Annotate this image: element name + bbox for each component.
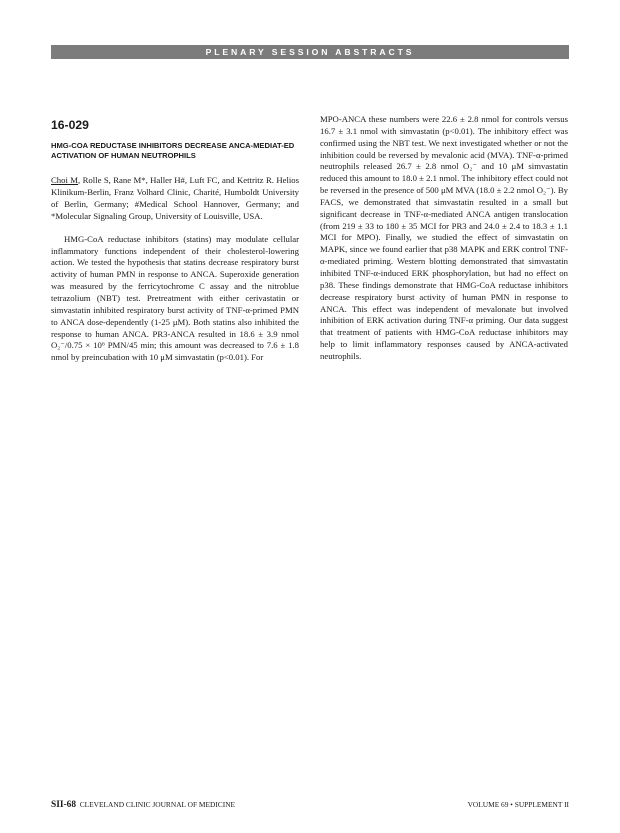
abstract-title: HMG-COA REDUCTASE INHIBITORS DECREASE ANCA-MEDIAT-ED ACTIVATION OF HUMAN NEUTROPHILS	[51, 141, 295, 161]
page-footer	[51, 798, 569, 812]
presenting-author: Choi M	[51, 175, 79, 186]
left-column	[51, 114, 299, 364]
abstract-body-left: HMG-CoA reductase inhibitors (statins) may modulate cellular inflammatory functions independent of their cholesterol-lowering action. We tested the hypothesis that statins decrease respiratory burst activity of human PMN in response to ANCA. Superoxide generation was measured by the ferricytochrome C assay and the nitroblue tetrazolium (NBT) test. Pretreatment with either cerivastatin or simvastatin inhibited respiratory burst activity of TNF-α-primed PMN to ANCA dose-dependently (1-25 μM). Both statins also inhibited the response to human ANCA. PR3-ANCA resulted in 18.6 ± 3.9 nmol O₂⁻/0.75 × 10⁶ PMN/45 min; this amount was decreased to 7.6 ± 1.8 nmol by preincubation with 10 μM simvastatin (p<0.01). For	[51, 233, 299, 363]
author-affiliations	[51, 175, 299, 222]
page-number: SII-68	[51, 800, 77, 810]
abstract-body-right: MPO-ANCA these numbers were 22.6 ± 2.8 nmol for controls versus 16.7 ± 3.1 nmol with simvastatin (p<0.01). The inhibitory effect was confirmed using the NBT test. We next investigated whether or not the inhibition could be reversed by mevalonic acid (MVA). TNF-α-primed neutrophils released 26.7 ± 2.8 nmol O₂⁻ and 10 μM simvastatin reduced this amount to 18.0 ± 2.1 nmol. The inhibitory effect could not be reversed in the presence of 500 μM MVA (18.0 ± 2.2 nmol O₂⁻). By FACS, we demonstrated that simvastatin resulted in a small but significant decrease in TNF-α-mediated ANCA antigen translocation (from 219 ± 33 to 180 ± 35 MCI for PR3 and 24.0 ± 2.4 to 18.3 ± 1.1 MCI for MPO). Finally, we studied the effect of simvastatin on MAPK, since we found earlier that p38 MAPK and ERK control TNF-α-mediated priming. Western blotting demonstrated that simvastatin inhibited TNF-α-induced ERK phosphorylation, but had no effect on p38. These findings demonstrate that HMG-CoA reductase inhibitors decrease respiratory burst activity of human PMN in response to ANCA. This effect was independent of mevalonate but involved inhibition of ERK activation during TNF-α priming. Our data suggest that treatment of patients with HMG-CoA reductase inhibitors may help to limit inflammatory responses caused by ANCA-activated neutrophils.	[320, 114, 568, 361]
section-banner: PLENARY SESSION ABSTRACTS	[51, 45, 569, 59]
authors-rest: , Rolle S, Rane M*, Haller H#, Luft FC, and Kettritz R. Helios Klinikum-Berlin, Franz Volhard Clinic, Charité, Humboldt University of Berlin, Germany; #Medical School Hannover, Germany; and *Molecular Signaling Group, University of Louisville, USA.	[51, 175, 299, 221]
journal-name: CLEVELAND CLINIC JOURNAL OF MEDICINE	[79, 800, 236, 809]
abstract-number: 16-029	[51, 118, 89, 132]
right-column	[320, 114, 568, 363]
volume-info: VOLUME 69 • SUPPLEMENT II	[467, 800, 569, 809]
